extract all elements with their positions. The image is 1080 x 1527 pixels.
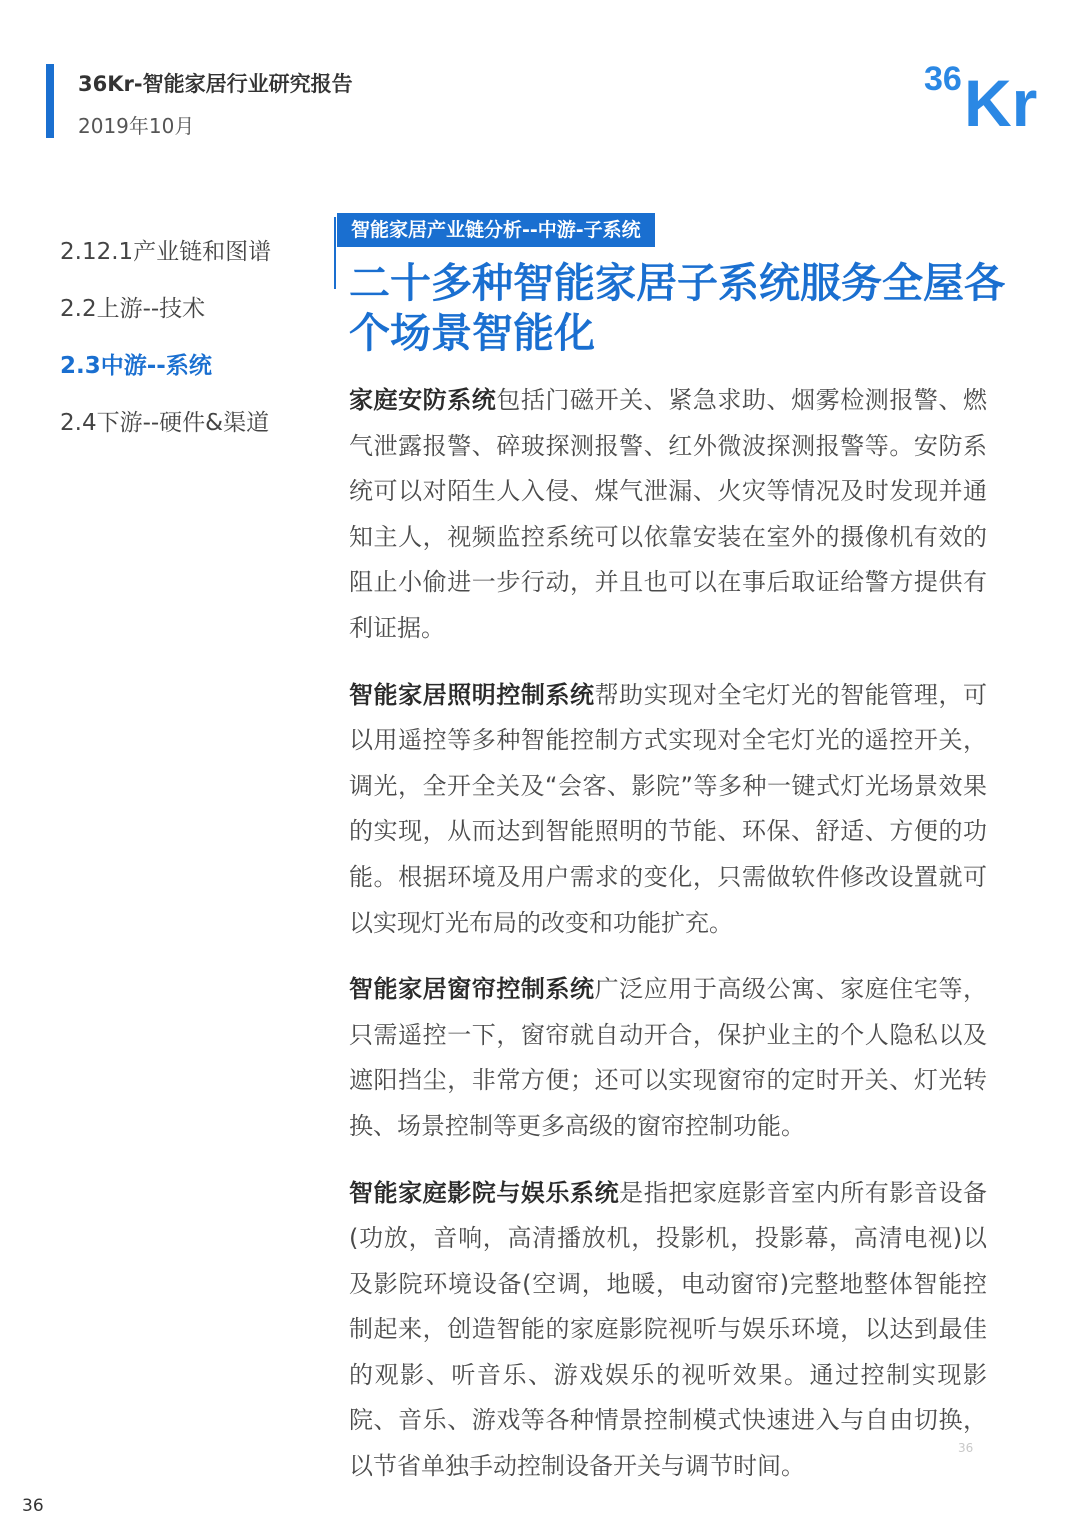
brand-logo-36kr: [924, 54, 1044, 134]
toc-item-2-2[interactable]: 2.2上游--技术: [60, 296, 206, 322]
paragraph-lead: 智能家庭影院与娱乐系统: [349, 1178, 620, 1207]
paragraph-lead: 智能家居照明控制系统: [349, 680, 595, 709]
paragraph-lead: 家庭安防系统: [349, 386, 497, 414]
svg-text:Kr: Kr: [964, 66, 1038, 134]
page-headline: 二十多种智能家居子系统服务全屋各个场景智能化: [349, 259, 1005, 357]
table-of-contents: [60, 232, 271, 460]
page-number: 36: [22, 1496, 44, 1516]
toc-item-2-4[interactable]: 2.4下游--硬件&渠道: [60, 410, 270, 436]
section-tag: 智能家居产业链分析--中游-子系统: [337, 213, 655, 247]
paragraph-text: 是指把家庭影音室内所有影音设备(功放，音响，高清播放机，投影机，投影幕，高清电视)以及影院环境设备(空调，地暖，电动窗帘)完整地整体智能控制起来，创造智能的家庭影院视听与娱乐环境，以达到最佳的观影、听音乐、游戏娱乐的视听效果。通过控制实现影院、音乐、游戏等各种情景控制模式快速进入与自由切换，以节省单独手动控制设备开关与调节时间。: [349, 1178, 988, 1481]
toc-item-2-3-active[interactable]: 2.3中游--系统: [60, 353, 212, 379]
body-content: [349, 378, 987, 1511]
report-title: 36Kr-智能家居行业研究报告: [78, 72, 353, 96]
paragraph-text: 帮助实现对全宅灯光的智能管理，可以用遥控等多种智能控制方式实现对全宅灯光的遥控开关，调光，全开全关及“会客、影院”等多种一键式灯光场景效果的实现，从而达到智能照明的节能、环保、舒适、方便的功能。根据环境及用户需求的变化，只需做软件修改设置就可以实现灯光布局的改变和功能扩充。: [349, 680, 988, 937]
paragraph-text: 广泛应用于高级公寓、家庭住宅等，只需遥控一下，窗帘就自动开合，保护业主的个人隐私以及遮阳挡尘，非常方便；还可以实现窗帘的定时开关、灯光转换、场景控制等更多高级的窗帘控制功能。: [349, 975, 988, 1140]
svg-text:36: 36: [924, 60, 962, 98]
section-divider-line: [334, 217, 336, 289]
paragraph-lead: 智能家居窗帘控制系统: [349, 975, 595, 1004]
report-date: 2019年10月: [78, 114, 195, 138]
paragraph-security-system: [349, 378, 987, 652]
paragraph-home-theater-system: [349, 1171, 987, 1490]
toc-item-2-1[interactable]: 2.12.1产业链和图谱: [60, 239, 272, 265]
paragraph-curtain-system: [349, 967, 987, 1149]
paragraph-lighting-system: [349, 673, 987, 947]
watermark-page-number: 36: [958, 1441, 974, 1455]
header-accent-bar: [46, 64, 54, 138]
paragraph-text: 包括门磁开关、紧急求助、烟雾检测报警、燃气泄露报警、碎玻探测报警、红外微波探测报警等。安防系统可以对陌生人入侵、煤气泄漏、火灾等情况及时发现并通知主人，视频监控系统可以依靠安装在室外的摄像机有效的阻止小偷进一步行动，并且也可以在事后取证给警方提供有利证据。: [349, 386, 988, 642]
